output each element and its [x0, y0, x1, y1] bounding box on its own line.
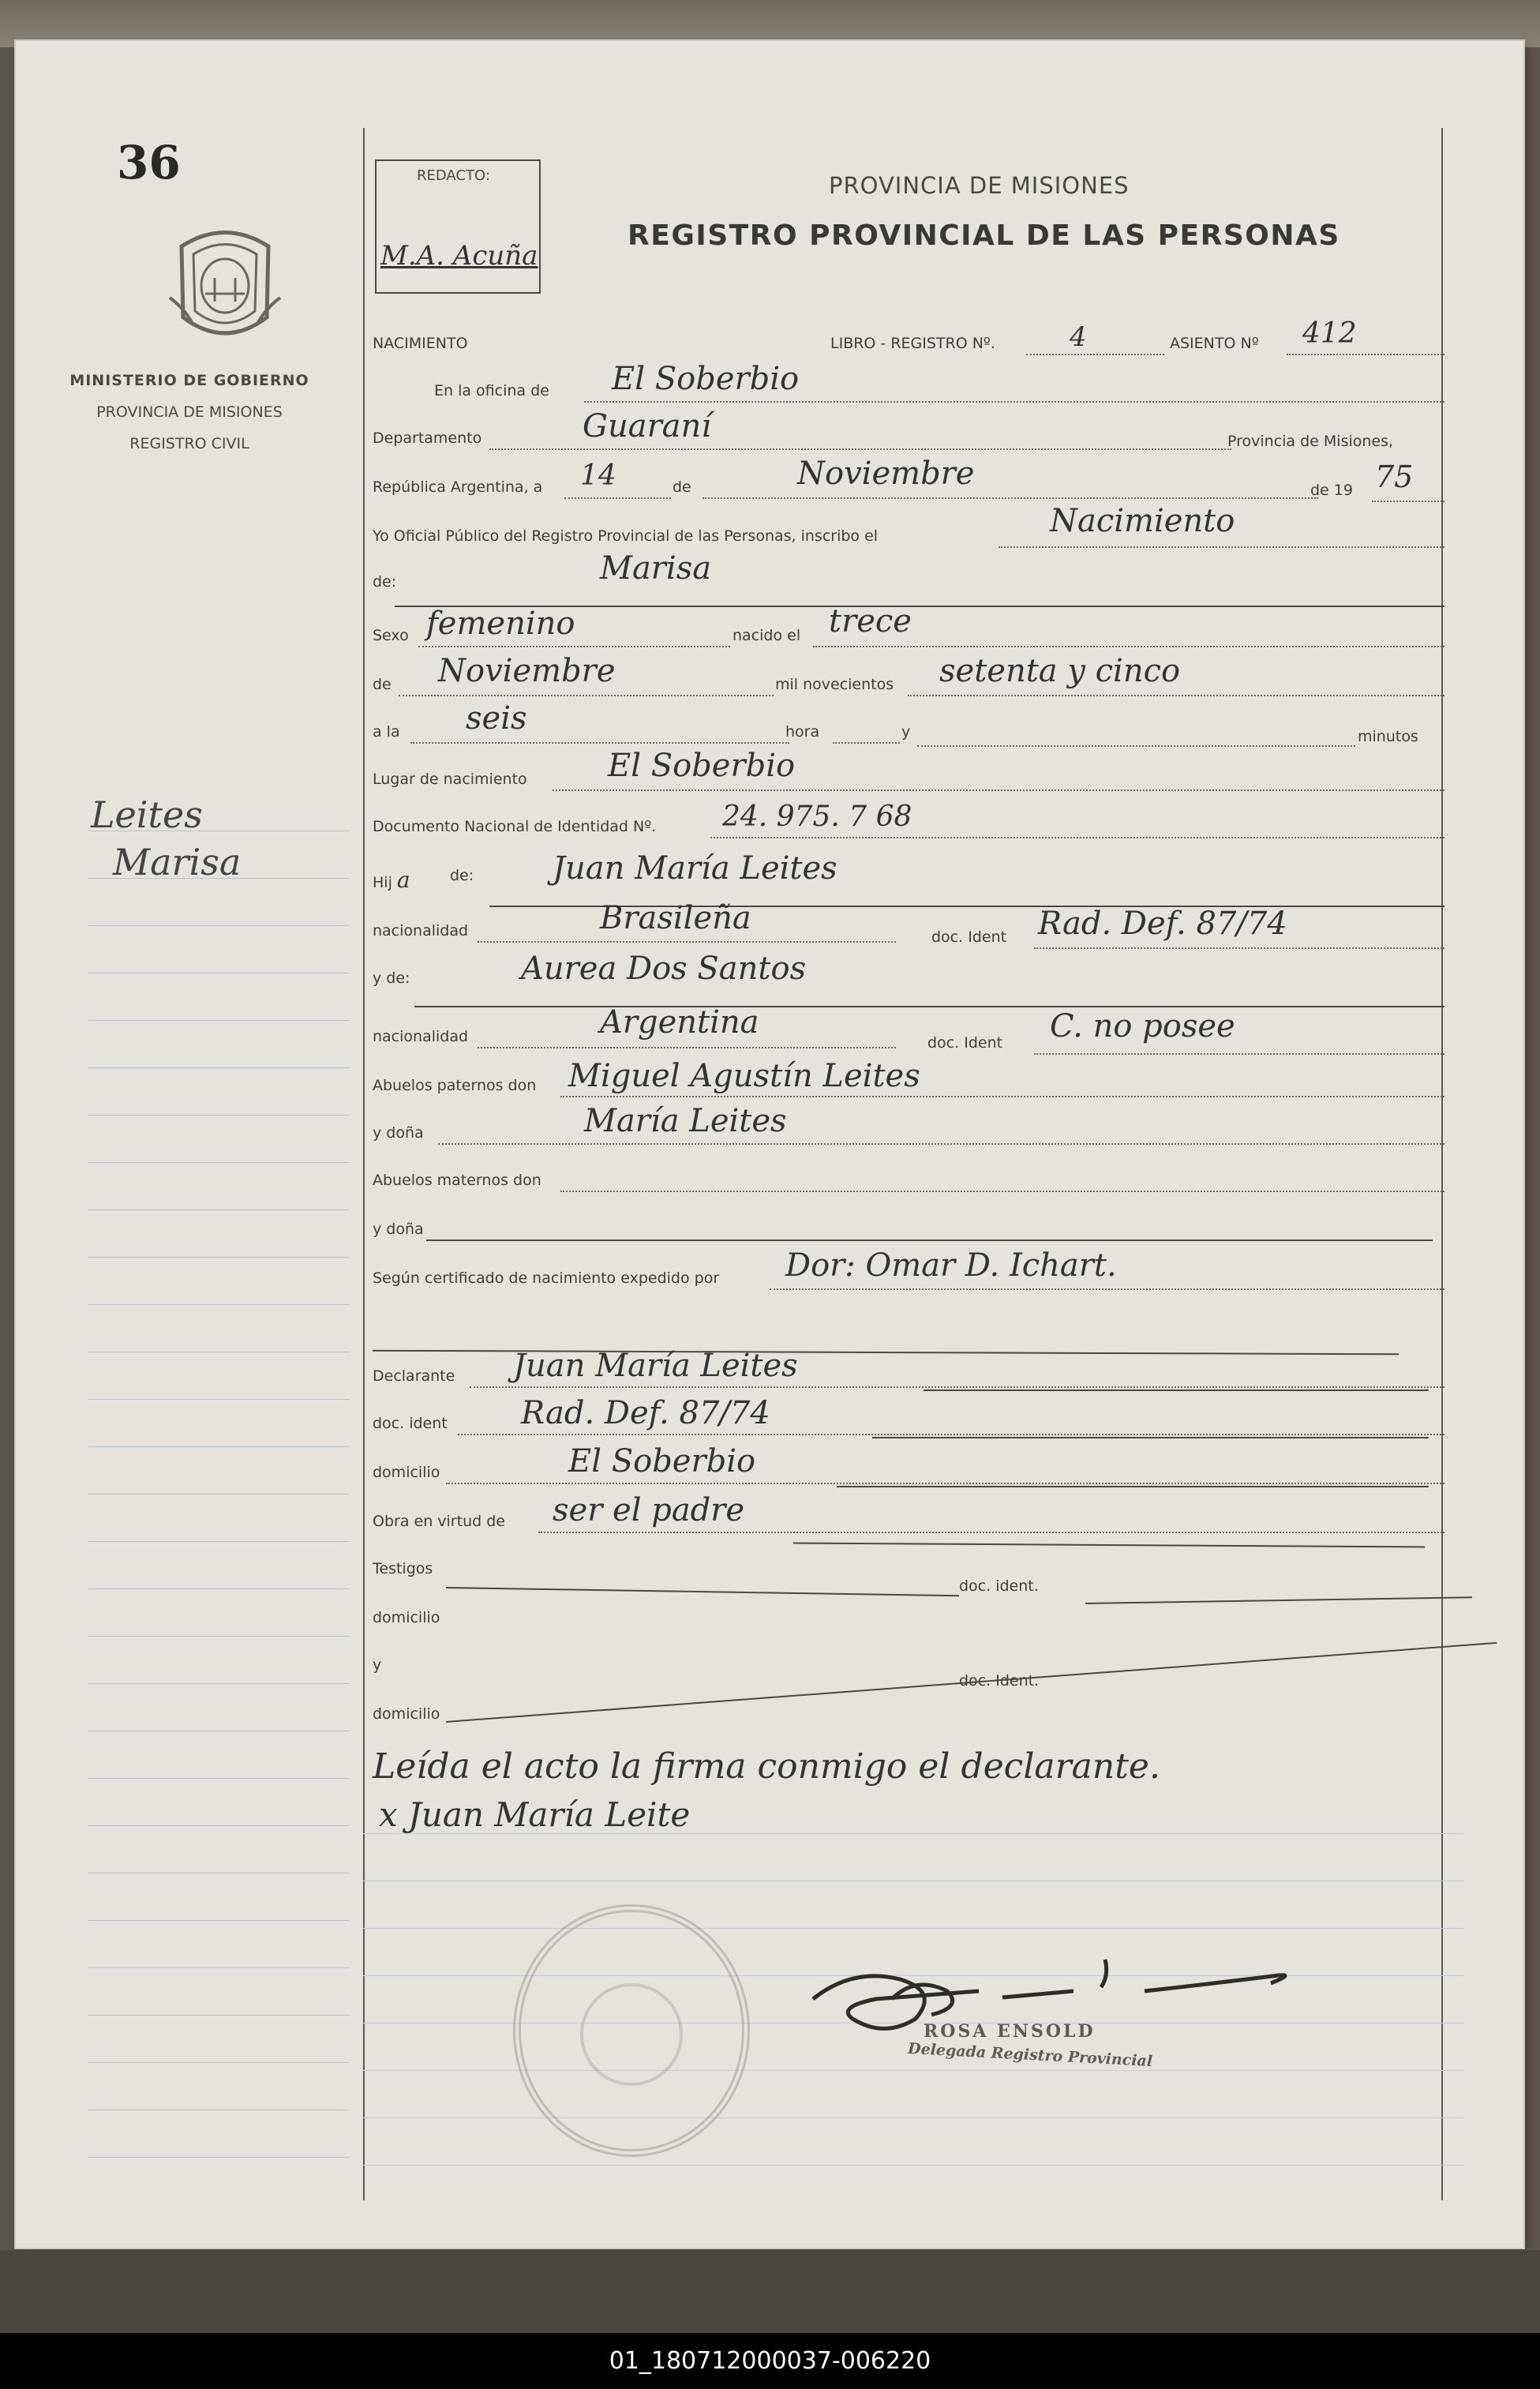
declarante-line [470, 1386, 1444, 1388]
oficina-label: En la oficina de [434, 382, 549, 399]
testigos-domicilio2-label: domicilio [373, 1705, 440, 1723]
abuela-paterna-value: María Leites [584, 1103, 787, 1139]
left-vertical-rule [363, 128, 365, 2200]
redacto-signature: M.A. Acuña [380, 240, 538, 272]
header-province: PROVINCIA DE MISIONES [829, 172, 1130, 199]
de-label: de [673, 478, 691, 496]
margin-ruled-line [88, 2015, 349, 2016]
asiento-label: ASIENTO Nº [1170, 335, 1259, 352]
obra-fill-line [793, 1543, 1425, 1548]
nacionalidad-padre-value: Brasileña [600, 900, 751, 936]
domicilio-label: domicilio [373, 1464, 440, 1481]
margin-ruled-line [88, 1446, 349, 1447]
departamento-label: Departamento [373, 429, 482, 447]
nacionalidad-padre-label: nacionalidad [373, 922, 469, 939]
margin-note-surname: Leites [91, 793, 203, 836]
lugar-label: Lugar de nacimiento [373, 771, 527, 788]
abuelos-paternos-label: Abuelos paternos don [373, 1077, 537, 1094]
year-value: 75 [1375, 459, 1414, 494]
official-title: Delegada Registro Provincial [907, 2039, 1153, 2071]
obra-value: ser el padre [553, 1492, 745, 1528]
hora-value: seis [466, 700, 527, 737]
departamento-line [489, 448, 1231, 450]
book-bottom-edge [0, 2250, 1540, 2333]
registry-page [16, 41, 1523, 2248]
minutos-line [917, 745, 1355, 747]
republica-label: República Argentina, a [373, 478, 543, 496]
hora-label: hora [785, 723, 820, 741]
sexo-line [418, 646, 730, 647]
margin-ruled-line [88, 1257, 349, 1258]
registry-seal-emblem-icon [580, 1983, 683, 2086]
dni-value: 24. 975. 7 68 [722, 801, 912, 833]
abuelos-maternos-line [560, 1191, 1444, 1192]
right-vertical-rule [1441, 128, 1443, 2200]
margin-ruled-line [88, 1920, 349, 1921]
record-type-label: NACIMIENTO [373, 335, 468, 352]
ministry-registry: REGISTRO CIVIL [129, 435, 249, 452]
domicilio-fill-line [837, 1486, 1429, 1487]
mes-nac-line [399, 695, 774, 696]
page-ruled-line [363, 1928, 1464, 1929]
testigos-docident2-label: doc. Ident. [959, 1672, 1040, 1690]
mes-nac-value: Noviembre [438, 653, 616, 689]
margin-ruled-line [88, 1115, 349, 1116]
hora-line [410, 742, 789, 744]
page-ruled-line [363, 2117, 1464, 2118]
libro-value: 4 [1070, 321, 1087, 353]
lugar-value: El Soberbio [608, 748, 796, 784]
margin-ruled-line [88, 1399, 349, 1400]
declarante-fill-line [924, 1390, 1429, 1391]
ministry-name: MINISTERIO DE GOBIERNO [69, 372, 309, 389]
abuela-materna-label: y doña [373, 1221, 424, 1238]
declarant-signature: x Juan María Leite [379, 1795, 691, 1834]
anio-nac-value: setenta y cinco [939, 653, 1181, 689]
image-caption: 01_180712000037-006220 [0, 2333, 1540, 2389]
dni-label: Documento Nacional de Identidad Nº. [373, 818, 657, 835]
testigos-label: Testigos [373, 1560, 433, 1577]
a-la-label: a la [373, 723, 400, 741]
obra-label: Obra en virtud de [373, 1513, 505, 1530]
madre-value: Aurea Dos Santos [521, 951, 807, 987]
madre-line [414, 1006, 1444, 1007]
nacido-value: trece [829, 603, 912, 639]
margin-ruled-line [88, 1162, 349, 1163]
docident-padre-value: Rad. Def. 87/74 [1038, 906, 1287, 942]
minutos-label: minutos [1358, 728, 1418, 745]
ministry-province: PROVINCIA DE MISIONES [96, 403, 283, 421]
margin-ruled-line [88, 2062, 349, 2063]
de-name-label: de: [373, 573, 397, 591]
libro-line [1026, 354, 1164, 355]
margin-ruled-line [88, 1778, 349, 1779]
hija-suffix: a [396, 867, 410, 893]
testigos-docident-label: doc. ident. [959, 1577, 1039, 1595]
margin-note [91, 791, 241, 886]
asiento-line [1287, 354, 1444, 355]
asiento-value: 412 [1302, 317, 1357, 350]
margin-ruled-line [88, 1636, 349, 1637]
page-ruled-line [363, 2165, 1464, 2166]
abuela-materna-line [426, 1240, 1433, 1241]
day-value: 14 [580, 459, 616, 492]
margin-ruled-line [88, 1020, 349, 1021]
acto-line [999, 546, 1444, 548]
yo-oficial-label: Yo Oficial Público del Registro Provincial de las Personas, inscribo el [373, 527, 879, 545]
docident-madre-line [1034, 1053, 1444, 1055]
padre-value: Juan María Leites [553, 850, 837, 887]
obra-line [538, 1532, 1444, 1533]
declarante-label: Declarante [373, 1367, 455, 1385]
month-line [703, 497, 1318, 499]
testigos-diagonal-strike [446, 1642, 1497, 1723]
nacionalidad-madre-line [478, 1047, 896, 1048]
lugar-line [553, 789, 1444, 791]
hija-label-text: Hij [373, 874, 392, 891]
hija-label [373, 867, 410, 893]
oficina-line [584, 401, 1444, 403]
abuela-paterna-line [438, 1143, 1444, 1145]
book-edge [0, 0, 1540, 47]
month-value: Noviembre [797, 456, 975, 492]
official-name: ROSA ENSOLD [924, 2021, 1096, 2042]
docident-madre-label: doc. Ident [927, 1034, 1003, 1052]
certificado-line [770, 1288, 1444, 1290]
oficina-value: El Soberbio [612, 361, 800, 397]
day-line [564, 497, 671, 499]
doc-ident-fill-line [872, 1437, 1429, 1438]
name-value: Marisa [600, 550, 712, 587]
abuelos-maternos-label: Abuelos maternos don [373, 1172, 541, 1189]
certificado-label: Según certificado de nacimiento expedido por [373, 1270, 720, 1287]
libro-label: LIBRO - REGISTRO Nº. [830, 335, 995, 352]
provincia-label: Provincia de Misiones, [1227, 433, 1394, 450]
hija-de-label: de: [450, 867, 474, 884]
header-title: REGISTRO PROVINCIAL DE LAS PERSONAS [628, 219, 1340, 252]
domicilio-line [446, 1483, 1444, 1484]
margin-ruled-line [88, 1588, 349, 1589]
redacto-label: REDACTO: [417, 167, 490, 184]
page-number: 36 [117, 136, 181, 189]
certificado-value: Dor: Omar D. Ichart. [785, 1247, 1117, 1284]
ministry-header [63, 365, 316, 459]
nacionalidad-madre-label: nacionalidad [373, 1028, 469, 1045]
doc-ident-value: Rad. Def. 87/74 [521, 1395, 770, 1431]
doc-ident-label: doc. ident [373, 1415, 448, 1432]
testigos-domicilio1-label: domicilio [373, 1609, 440, 1626]
domicilio-value: El Soberbio [568, 1443, 756, 1480]
testigos-docident-strike [1085, 1596, 1472, 1604]
nacido-label: nacido el [733, 627, 801, 644]
provincial-emblem-icon [166, 223, 284, 352]
doc-ident-line [458, 1434, 1444, 1435]
year-line [1372, 501, 1444, 502]
margin-note-name: Marisa [113, 841, 242, 883]
y-label: y [901, 723, 911, 741]
sexo-label: Sexo [373, 627, 409, 644]
departamento-value: Guaraní [583, 408, 712, 444]
dni-line [710, 837, 1444, 838]
margin-ruled-line [88, 925, 349, 926]
abuelo-paterno-line [560, 1096, 1444, 1097]
docident-madre-value: C. no posee [1050, 1008, 1235, 1044]
margin-ruled-line [88, 1067, 349, 1068]
mes-nac-label: de [373, 676, 392, 693]
testigos-y-label: y [373, 1656, 382, 1674]
sexo-value: femenino [426, 606, 575, 642]
nacido-line [813, 646, 1444, 647]
declarante-value: Juan María Leites [513, 1348, 798, 1384]
mil-label: mil novecientos [775, 676, 894, 693]
y-de-label: y de: [373, 969, 410, 987]
margin-ruled-line [88, 1683, 349, 1684]
hora-gap-line [833, 742, 900, 744]
anio-nac-line [908, 695, 1444, 696]
acto-value: Nacimiento [1050, 503, 1235, 539]
margin-ruled-line [88, 2157, 349, 2158]
abuelo-paterno-value: Miguel Agustín Leites [568, 1058, 920, 1094]
margin-ruled-line [88, 1967, 349, 1968]
margin-ruled-line [88, 1541, 349, 1542]
margin-ruled-line [88, 1825, 349, 1826]
docident-padre-line [1034, 947, 1444, 949]
nacionalidad-padre-line [478, 941, 896, 943]
year-label: de 19 [1310, 482, 1353, 499]
testigos-strike-line [446, 1587, 959, 1596]
nacionalidad-madre-value: Argentina [600, 1004, 759, 1041]
docident-padre-label: doc. Ident [931, 928, 1007, 946]
margin-ruled-line [88, 1304, 349, 1305]
margin-ruled-line [88, 1494, 349, 1495]
closing-statement: Leída el acto la firma conmigo el declarante. [373, 1746, 1160, 1787]
abuela-paterna-label: y doña [373, 1124, 424, 1142]
